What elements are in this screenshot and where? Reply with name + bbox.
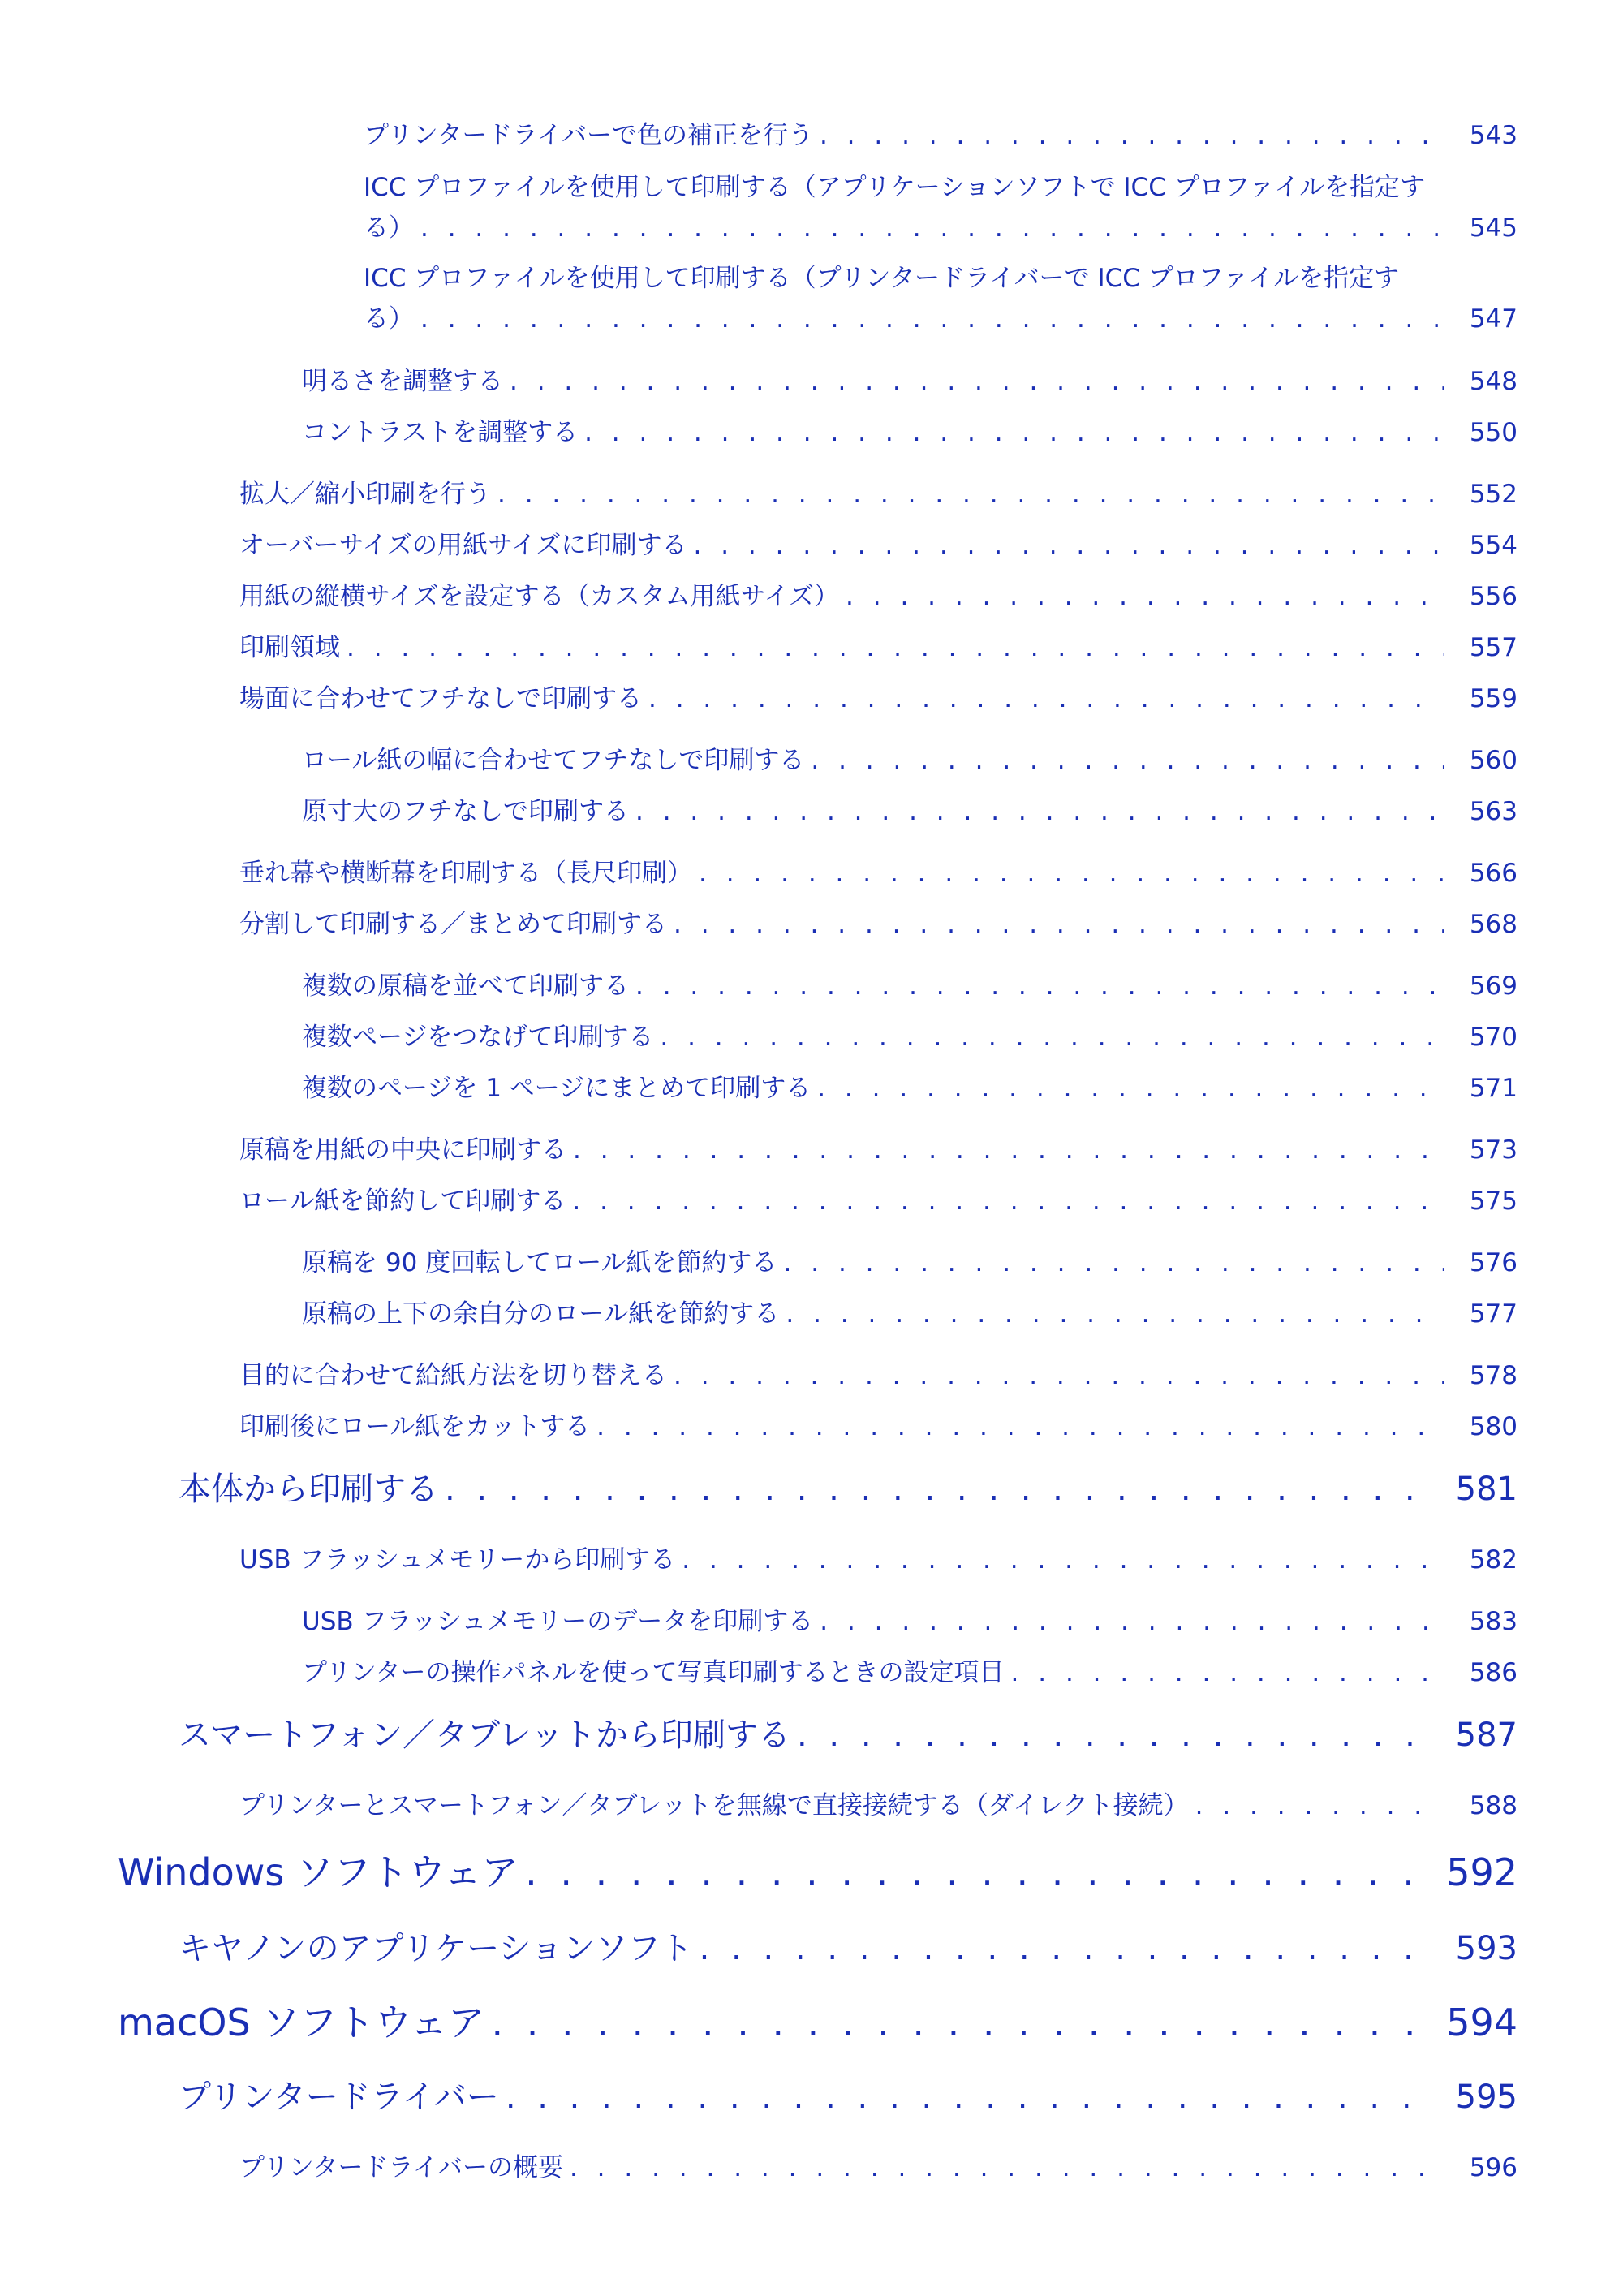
- toc-entry-title-cont: る）: [364, 304, 414, 334]
- toc-entry-page: 571: [1469, 1074, 1518, 1103]
- toc-entry-page: 573: [1469, 1135, 1518, 1165]
- toc-entry[interactable]: [239, 1413, 1518, 1442]
- dot-leader: [347, 634, 1444, 663]
- toc-entry-page: 569: [1469, 971, 1518, 1001]
- dot-leader: [648, 685, 1444, 714]
- dot-leader: [682, 1546, 1444, 1575]
- toc-entry-title: 原稿を用紙の中央に印刷する: [239, 1135, 566, 1165]
- toc-entry-title: macOS ソフトウェア: [118, 2001, 485, 2044]
- toc-entry-page: 582: [1469, 1545, 1518, 1574]
- dot-leader: [596, 1413, 1444, 1442]
- toc-entry-page: 593: [1455, 1930, 1518, 1967]
- toc-entry-title: 印刷領域: [239, 633, 340, 662]
- toc-entry-page: 568: [1469, 910, 1518, 939]
- toc-entry-page: 548: [1469, 367, 1518, 396]
- toc-entry[interactable]: [179, 1471, 1518, 1508]
- dot-leader: [786, 1300, 1443, 1329]
- toc-entry-page: 576: [1469, 1248, 1518, 1277]
- toc-entry-page: 592: [1446, 1850, 1518, 1894]
- toc-entry[interactable]: [239, 911, 1518, 940]
- toc-entry[interactable]: [364, 122, 1518, 151]
- dot-leader: [1195, 1792, 1444, 1821]
- toc-entry-page: 556: [1469, 582, 1518, 611]
- toc-entry[interactable]: [302, 1023, 1518, 1053]
- toc-entry-page: 580: [1469, 1412, 1518, 1441]
- toc-entry-page: 587: [1455, 1717, 1518, 1754]
- dot-leader: [700, 1930, 1430, 1967]
- toc-entry-title: プリンターの操作パネルを使って写真印刷するときの設定項目: [302, 1658, 1005, 1687]
- toc-entry-page: 563: [1469, 797, 1518, 826]
- toc-entry[interactable]: [302, 368, 1518, 397]
- toc-entry-page: 586: [1469, 1658, 1518, 1687]
- toc-entry-title: 本体から印刷する: [179, 1471, 438, 1508]
- toc-entry-title: オーバーサイズの用紙サイズに印刷する: [239, 531, 687, 560]
- toc-entry-title: 分割して印刷する／まとめて印刷する: [239, 910, 667, 939]
- toc-entry-page: 578: [1469, 1361, 1518, 1390]
- dot-leader: [699, 859, 1444, 889]
- toc-entry-page: 581: [1455, 1471, 1518, 1508]
- toc-entry[interactable]: [239, 859, 1518, 889]
- toc-entry[interactable]: [239, 634, 1518, 663]
- toc-entry-title: 複数ページをつなげて印刷する: [302, 1023, 654, 1052]
- dot-leader: [420, 305, 1444, 334]
- toc-entry[interactable]: [364, 174, 1518, 243]
- toc-entry[interactable]: [239, 2154, 1518, 2183]
- toc-entry[interactable]: [302, 798, 1518, 827]
- toc-entry-title: スマートフォン／タブレットから印刷する: [179, 1717, 790, 1754]
- toc-entry-page: 570: [1469, 1023, 1518, 1052]
- toc-entry-page: 577: [1469, 1299, 1518, 1329]
- toc-entry-title: コントラストを調整する: [302, 418, 579, 447]
- dot-leader: [584, 419, 1444, 448]
- toc-entry-title: 明るさを調整する: [302, 367, 503, 396]
- dot-leader: [811, 747, 1443, 776]
- toc-entry[interactable]: [302, 1608, 1518, 1637]
- toc-entry-title: 垂れ幕や横断幕を印刷する（長尺印刷）: [239, 859, 692, 888]
- dot-leader: [635, 798, 1444, 827]
- dot-leader: [797, 1717, 1430, 1754]
- toc-entry[interactable]: [302, 747, 1518, 776]
- toc-entry-page: 557: [1469, 633, 1518, 662]
- toc-entry-title: ICC プロファイルを使用して印刷する（アプリケーションソフトで ICC プロファイルを指定す: [364, 174, 1426, 202]
- toc-entry[interactable]: [364, 265, 1518, 334]
- toc-entry[interactable]: [302, 972, 1518, 1002]
- toc-entry-title: ロール紙を節約して印刷する: [239, 1187, 566, 1216]
- dot-leader: [570, 2154, 1444, 2183]
- toc-entry-page: 595: [1455, 2078, 1518, 2116]
- toc-entry[interactable]: [179, 1930, 1518, 1967]
- dot-leader: [694, 532, 1444, 561]
- toc-entry-page: 575: [1469, 1187, 1518, 1216]
- toc-entry-title: 拡大／縮小印刷を行う: [239, 480, 491, 509]
- toc-entry-title: キヤノンのアプリケーションソフト: [179, 1930, 693, 1967]
- toc-entry-title: 複数のページを 1 ページにまとめて印刷する: [302, 1074, 812, 1103]
- dot-leader: [497, 480, 1444, 510]
- toc-entry-page: 550: [1469, 418, 1518, 447]
- toc-entry-title: USB フラッシュメモリーから印刷する: [239, 1545, 676, 1574]
- toc-entry[interactable]: [118, 1851, 1518, 1894]
- toc-entry-page: 543: [1469, 121, 1518, 150]
- dot-leader: [525, 1851, 1420, 1894]
- toc-entry-page: 552: [1469, 480, 1518, 509]
- toc-entry-title: プリンタードライバー: [179, 2078, 499, 2116]
- toc-entry-page: 559: [1469, 684, 1518, 713]
- dot-leader: [817, 1075, 1444, 1104]
- toc-entry-title: 原稿の上下の余白分のロール紙を節約する: [302, 1299, 780, 1329]
- toc-entry[interactable]: [302, 1249, 1518, 1278]
- toc-entry[interactable]: [302, 419, 1518, 448]
- toc-entry[interactable]: [239, 1792, 1518, 1821]
- dot-leader: [572, 1187, 1443, 1217]
- toc-entry-page: 547: [1469, 304, 1518, 334]
- toc-entry-title: Windows ソフトウェア: [118, 1850, 519, 1894]
- dot-leader: [420, 214, 1444, 243]
- toc-entry-title: 目的に合わせて給紙方法を切り替える: [239, 1361, 667, 1390]
- toc-entry-page: 554: [1469, 531, 1518, 560]
- dot-leader: [573, 1136, 1444, 1165]
- toc-entry[interactable]: [239, 480, 1518, 510]
- toc-entry-title: USB フラッシュメモリーのデータを印刷する: [302, 1607, 814, 1636]
- dot-leader: [510, 368, 1444, 397]
- toc-entry-title-cont: る）: [364, 213, 414, 243]
- dot-leader: [491, 2001, 1420, 2044]
- toc-entry[interactable]: [239, 1187, 1518, 1217]
- toc-entry[interactable]: [239, 583, 1518, 612]
- toc-entry-title: ロール紙の幅に合わせてフチなしで印刷する: [302, 746, 805, 775]
- toc-entry[interactable]: [179, 1717, 1518, 1754]
- dot-leader: [660, 1023, 1443, 1053]
- toc-entry[interactable]: [239, 532, 1518, 561]
- dot-leader: [784, 1249, 1444, 1278]
- toc-entry-title: 原稿を 90 度回転してロール紙を節約する: [302, 1248, 777, 1277]
- toc-entry-title: ICC プロファイルを使用して印刷する（プリンタードライバーで ICC プロファイルを指定す: [364, 265, 1400, 293]
- toc-entry[interactable]: [239, 1362, 1518, 1391]
- toc-entry-page: 545: [1469, 213, 1518, 243]
- toc-entry-title: 用紙の縦横サイズを設定する（カスタム用紙サイズ）: [239, 582, 840, 611]
- toc-entry-page: 594: [1446, 2001, 1518, 2044]
- toc-entry[interactable]: [179, 2078, 1518, 2116]
- toc-entry-title: 複数の原稿を並べて印刷する: [302, 971, 629, 1001]
- toc-entry-title: プリンタードライバーの概要: [239, 2153, 563, 2182]
- toc-entry[interactable]: [302, 1075, 1518, 1104]
- toc-entry-title: 原寸大のフチなしで印刷する: [302, 797, 629, 826]
- toc-entry-title: プリンタードライバーで色の補正を行う: [364, 121, 813, 150]
- toc-entry-page: 596: [1469, 2153, 1518, 2182]
- toc-entry-page: 566: [1469, 859, 1518, 888]
- dot-leader: [674, 911, 1444, 940]
- toc-entry-title: プリンターとスマートフォン／タブレットを無線で直接接続する（ダイレクト接続）: [239, 1791, 1189, 1820]
- dot-leader: [445, 1471, 1430, 1508]
- dot-leader: [674, 1362, 1444, 1391]
- toc-entry-page: 588: [1469, 1791, 1518, 1820]
- toc-entry-title: 印刷後にロール紙をカットする: [239, 1412, 591, 1441]
- dot-leader: [846, 583, 1444, 612]
- dot-leader: [635, 972, 1444, 1002]
- toc-entry[interactable]: [239, 1136, 1518, 1165]
- toc-entry[interactable]: [239, 685, 1518, 714]
- dot-leader: [506, 2078, 1430, 2116]
- toc-entry-title: 場面に合わせてフチなしで印刷する: [239, 684, 642, 713]
- toc-entry-page: 583: [1469, 1607, 1518, 1636]
- toc-entry-page: 560: [1469, 746, 1518, 775]
- dot-leader: [820, 1608, 1444, 1637]
- toc-entry[interactable]: [302, 1300, 1518, 1329]
- toc-entry[interactable]: [239, 1546, 1518, 1575]
- dot-leader: [1011, 1659, 1444, 1688]
- dot-leader: [820, 122, 1444, 151]
- toc-entry[interactable]: [118, 2001, 1518, 2044]
- toc-entry[interactable]: [302, 1659, 1518, 1688]
